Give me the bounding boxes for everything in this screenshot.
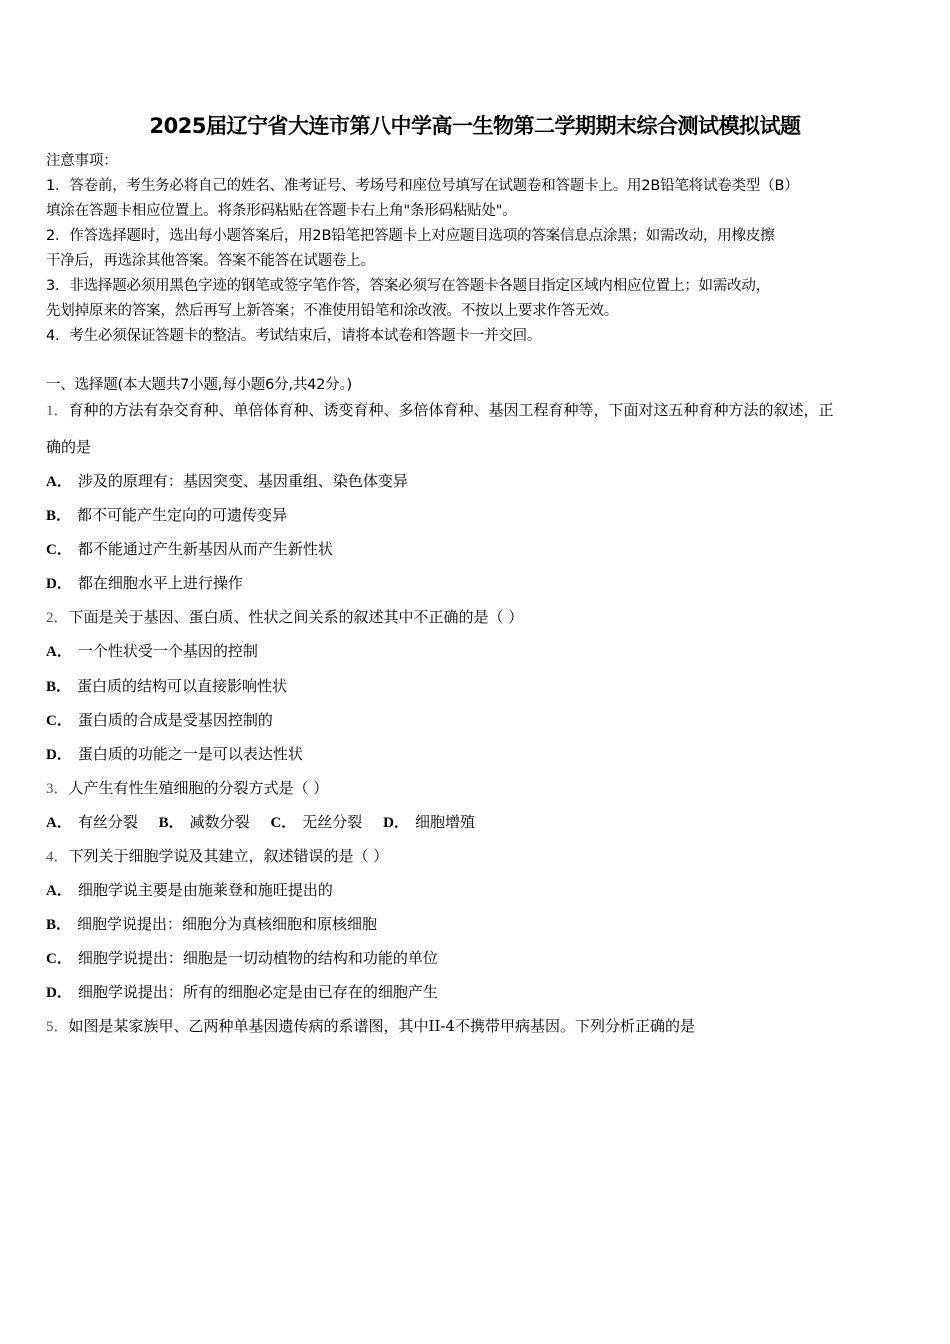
- question-4-option-c: [46, 948, 438, 969]
- option-text: 细胞学说主要是由施莱登和施旺提出的: [77, 881, 333, 899]
- question-number: 4．: [46, 849, 69, 865]
- question-5-stem: [46, 1016, 695, 1037]
- notice-line: 4．考生必须保证答题卡的整洁。考试结束后，请将本试卷和答题卡一并交回。: [46, 328, 542, 344]
- notice-line: 2．作答选择题时，选出每小题答案后，用2B铅笔把答题卡上对应题目选项的答案信息点涂黑；如需改动，用橡皮擦: [46, 228, 775, 244]
- question-2-stem: [46, 607, 523, 628]
- notice-heading: 注意事项：: [46, 153, 118, 169]
- option-label: A．: [46, 474, 72, 490]
- notice-line: 1．答卷前，考生务必将自己的姓名、准考证号、考场号和座位号填写在试题卷和答题卡上。用2B铅笔将试卷类型（B）: [46, 178, 799, 194]
- option-label: B．: [46, 508, 72, 524]
- option-text: 都在细胞水平上进行操作: [77, 574, 243, 592]
- question-number: 2．: [46, 610, 69, 626]
- option-label: C．: [270, 815, 297, 831]
- question-number: 1．: [46, 403, 69, 419]
- option-text: 细胞学说提出：细胞分为真核细胞和原核细胞: [77, 915, 378, 933]
- option-label: B．: [46, 917, 72, 933]
- option-label: D．: [46, 985, 72, 1001]
- option-label: A．: [46, 644, 72, 660]
- question-1-option-b: [46, 505, 287, 526]
- notice-line: 干净后，再选涂其他答案。答案不能答在试题卷上。: [46, 253, 375, 269]
- question-1-option-c: [46, 539, 333, 560]
- question-text: 下列关于细胞学说及其建立，叙述错误的是（ ）: [68, 847, 389, 865]
- question-2-option-d: [46, 744, 303, 765]
- question-1-option-a: [46, 471, 408, 492]
- question-1-stem-cont: 确的是: [46, 438, 92, 456]
- page-title: 2025届辽宁省大连市第八中学高一生物第二学期期末综合测试模拟试题: [149, 114, 801, 138]
- option-text: 涉及的原理有：基因突变、基因重组、染色体变异: [77, 472, 408, 490]
- question-number: 3．: [46, 781, 69, 797]
- option-label: C．: [46, 542, 72, 558]
- option-text: 蛋白质的功能之一是可以表达性状: [77, 745, 303, 763]
- question-4-option-b: [46, 914, 377, 935]
- option-label: C．: [46, 951, 72, 967]
- notice-line: 先划掉原来的答案，然后再写上新答案；不准使用铅笔和涂改液。不按以上要求作答无效。: [46, 303, 618, 319]
- question-2-option-a: [46, 641, 258, 662]
- option-label: A．: [46, 883, 72, 899]
- notice-line: 填涂在答题卡相应位置上。将条形码粘贴在答题卡右上角"条形码粘贴处"。: [46, 203, 517, 219]
- option-text: 蛋白质的结构可以直接影响性状: [77, 677, 288, 695]
- question-3-options: [46, 812, 491, 833]
- option-text: 蛋白质的合成是受基因控制的: [77, 711, 273, 729]
- option-text: 都不可能产生定向的可遗传变异: [77, 506, 288, 524]
- option-label: C．: [46, 713, 72, 729]
- option-text: 细胞学说提出：细胞是一切动植物的结构和功能的单位: [77, 949, 438, 967]
- option-label: D．: [46, 747, 72, 763]
- question-text: 下面是关于基因、蛋白质、性状之间关系的叙述其中不正确的是（ ）: [68, 608, 524, 626]
- question-3-stem: [46, 778, 328, 799]
- option-text: 减数分裂: [189, 813, 250, 831]
- question-number: 5．: [46, 1019, 69, 1035]
- option-text: 细胞学说提出：所有的细胞必定是由已存在的细胞产生: [77, 983, 438, 1001]
- option-label: B．: [158, 815, 184, 831]
- question-1-option-d: [46, 573, 243, 594]
- section-heading: 一、选择题(本大题共7小题,每小题6分,共42分。): [46, 377, 352, 393]
- question-4-option-d: [46, 982, 438, 1003]
- option-text: 细胞增殖: [414, 813, 475, 831]
- option-text: 一个性状受一个基因的控制: [77, 642, 258, 660]
- question-4-option-a: [46, 880, 333, 901]
- question-text: 人产生有性生殖细胞的分裂方式是（ ）: [68, 779, 329, 797]
- option-label: D．: [46, 576, 72, 592]
- option-text: 都不能通过产生新基因从而产生新性状: [77, 540, 333, 558]
- option-text: 有丝分裂: [77, 813, 138, 831]
- option-label: A．: [46, 815, 72, 831]
- question-text: 如图是某家族甲、乙两种单基因遗传病的系谱图，其中II-4不携带甲病基因。下列分析正确的是: [68, 1017, 695, 1035]
- option-label: B．: [46, 679, 72, 695]
- question-4-stem: [46, 846, 388, 867]
- question-2-option-b: [46, 676, 287, 697]
- option-text: 无丝分裂: [302, 813, 363, 831]
- question-text: 育种的方法有杂交育种、单倍体育种、诱变育种、多倍体育种、基因工程育种等，下面对这五种育种方法的叙述，正: [68, 401, 834, 419]
- question-2-option-c: [46, 710, 273, 731]
- notice-line: 3．非选择题必须用黑色字迹的钢笔或签字笔作答，答案必须写在答题卡各题目指定区域内相应位置上；如需改动，: [46, 278, 771, 294]
- question-1-stem: [46, 400, 834, 421]
- option-label: D．: [383, 815, 409, 831]
